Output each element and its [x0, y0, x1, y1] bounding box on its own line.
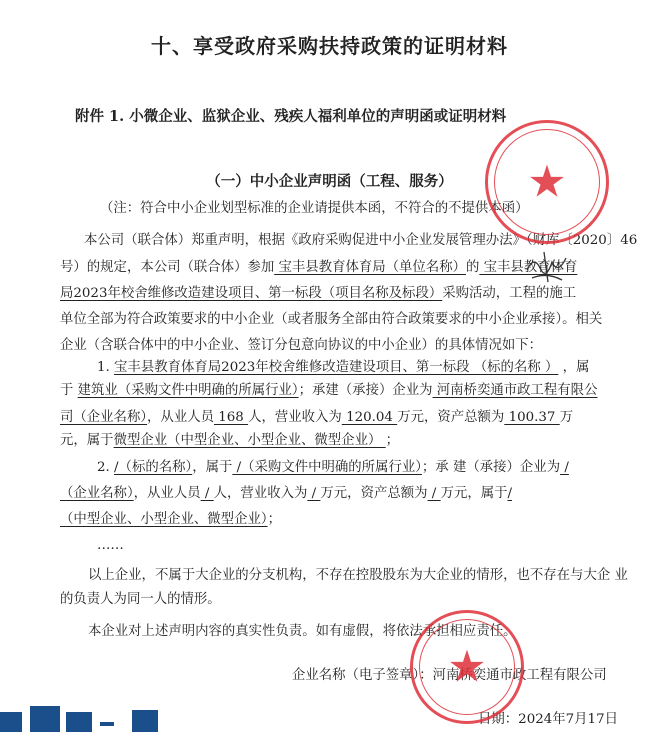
text-segment: 采购活动，工程的施工 — [442, 286, 577, 301]
filled-field: （中型企业、小型企业、微型企业） — [60, 512, 268, 527]
filled-field: 100.37 — [504, 410, 560, 425]
body-line — [60, 511, 281, 529]
section-heading: （一）中小企业声明函（工程、服务） — [206, 173, 453, 190]
text-segment: ； — [267, 512, 281, 527]
filled-field: / — [200, 486, 214, 501]
filled-field: / — [427, 486, 441, 501]
text-segment: 2. — [97, 460, 115, 475]
body-line — [60, 382, 597, 400]
text-segment: 企业名称（电子签章）：河南桥奕通市政工程有限公司 — [292, 668, 607, 683]
filled-field: / — [560, 460, 569, 475]
body-line — [88, 567, 628, 585]
text-segment: 号）的规定，本公司（联合体）参加 — [60, 260, 275, 275]
text-segment: 1. — [97, 360, 115, 375]
text-segment: 万元，资产总额为 — [397, 410, 505, 425]
star-icon: ★ — [527, 156, 567, 208]
company-seal-top — [485, 120, 609, 244]
text-segment: 人，营业收入为 — [248, 410, 342, 425]
text-segment: 本企业对上述声明内容的真实性负责。如有虚假，将依法承担相应责任。 — [88, 624, 517, 639]
text-segment: 元，属于 — [60, 433, 114, 448]
body-line — [97, 359, 589, 377]
filled-field: 局2023年校舍维修改造建设项目、第一标段（项目名称及标段） — [60, 286, 443, 301]
body-line — [60, 337, 542, 355]
star-icon: ★ — [447, 641, 487, 693]
body-line — [97, 459, 569, 477]
filled-field: 建筑业（采购文件中明确的所属行业） — [77, 383, 299, 398]
text-segment: ，属 — [558, 360, 590, 375]
body-line — [60, 285, 576, 303]
text-segment: 本公司（联合体）郑重声明，根据《政府采购促进中小企业发展管理办法》（财库〔2020〕46 — [84, 233, 638, 248]
text-segment: 企业（含联合体中的中小企业、签订分包意向协议的中小企业）的具体情况如下： — [60, 338, 543, 353]
text-segment: ，从业人员 — [133, 486, 201, 501]
text-segment: …… — [97, 538, 124, 553]
page-title: 十、享受政府采购扶持政策的证明材料 — [151, 34, 508, 58]
company-seal-bottom — [410, 610, 524, 724]
text-segment: 日期：2024年7月17日 — [478, 712, 618, 727]
text-segment: ，属于 — [192, 460, 233, 475]
filled-field: /（标的名称） — [114, 460, 193, 475]
filled-field: 宝丰县教育体育局2023年校舍维修改造建设项目、第一标段 （标的名称 ） — [114, 360, 559, 375]
filled-field: 宝丰县教育体育 — [479, 260, 578, 275]
text-segment: 以上企业，不属于大企业的分支机构，不存在控股股东为大企业的情形，也不存在与大企 业 — [88, 568, 628, 583]
filled-field: 120.04 — [341, 410, 398, 425]
filled-field: 168 — [214, 410, 249, 425]
body-line — [60, 259, 577, 277]
body-line — [60, 485, 512, 503]
text-segment: ；承建（承接）企业为 — [298, 383, 433, 398]
filled-field: 司（企业名称） — [60, 410, 148, 425]
filled-field: /（采购文件中明确的所属行业） — [232, 460, 422, 475]
body-line — [100, 200, 529, 218]
text-segment: 的 — [465, 260, 480, 275]
filled-field: 微型企业（中型企业、小型企业、微型企业） — [113, 433, 386, 448]
text-segment: 的负责人为同一人的情形。 — [60, 592, 221, 607]
filled-field: / — [507, 486, 513, 501]
filled-field: 河南桥奕通市政工程有限公 — [432, 383, 598, 398]
body-line — [60, 591, 221, 609]
text-segment: 万元，资产总额为 — [320, 486, 428, 501]
filled-field: / — [307, 486, 321, 501]
text-segment: ，从业人员 — [147, 410, 214, 425]
body-line — [60, 311, 602, 329]
filled-field: 宝丰县教育体育局（单位名称） — [274, 260, 466, 275]
text-segment: ； — [385, 433, 400, 448]
text-segment: 单位全部为符合政策要求的中小企业（或者服务全部由符合政策要求的中小企业承接）。相关 — [60, 312, 603, 327]
text-segment: （注：符合中小企业划型标准的企业请提供本函，不符合的不提供本函） — [100, 201, 529, 216]
attachment-heading: 附件 1. 小微企业、监狱企业、残疾人福利单位的声明函或证明材料 — [75, 108, 507, 125]
text-segment: 于 — [60, 383, 78, 398]
text-segment: ；承 建（承接）企业为 — [421, 460, 561, 475]
body-line — [60, 432, 399, 450]
body-line — [60, 409, 573, 427]
handwritten-signature — [522, 250, 572, 285]
text-segment: 万元，属于 — [440, 486, 508, 501]
filled-field: （企业名称） — [60, 486, 134, 501]
text-segment: 万 — [559, 410, 574, 425]
text-segment: 人，营业收入为 — [213, 486, 308, 501]
body-line — [97, 537, 124, 555]
